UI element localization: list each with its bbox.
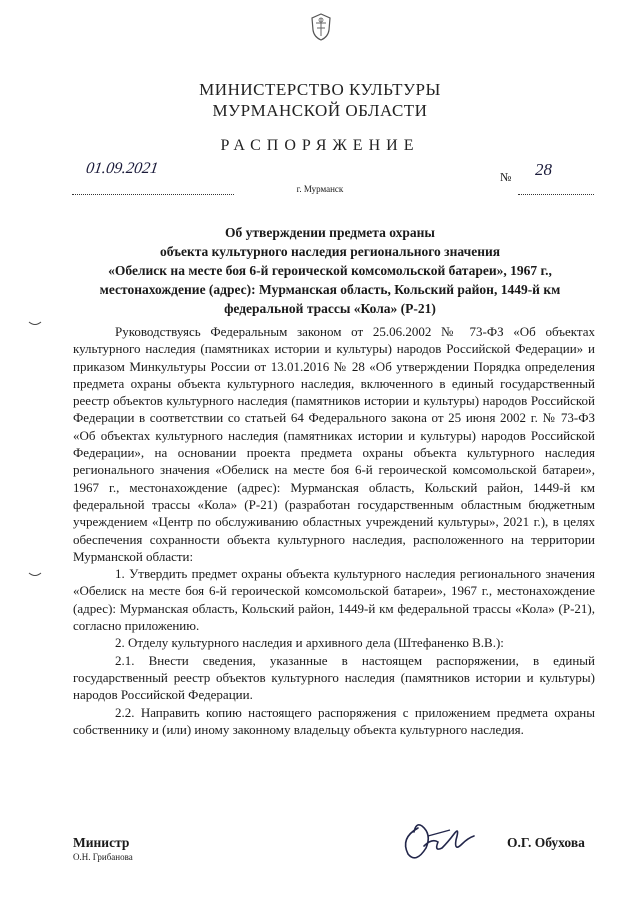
ministry-name-line1: МИНИСТЕРСТВО КУЛЬТУРЫ (199, 80, 441, 99)
document-number: 28 (535, 160, 552, 179)
document-body (73, 323, 595, 738)
subject-line: местонахождение (адрес): Мурманская область, Кольский район, 1449-й км (99, 282, 561, 297)
body-paragraph: 2.2. Направить копию настоящего распоряжения с приложением предмета охраны собственнику и (или) иному законному владельцу объекта культурного наследия. (73, 704, 595, 737)
document-date: 01.09.2021 (84, 160, 160, 177)
body-paragraph: 2. Отделу культурного наследия и архивного дела (Штефаненко В.В.): (115, 635, 504, 651)
subject-line: «Обелиск на месте боя 6-й героической комсомольской батареи», 1967 г., (108, 263, 552, 278)
document-subject (70, 223, 590, 318)
subject-line: Об утверждении предмета охраны (225, 225, 435, 240)
subject-line: объекта культурного наследия регионального значения (159, 244, 501, 259)
number-label: № (500, 170, 512, 184)
ministry-name-line2: МУРМАНСКОЙ ОБЛАСТИ (212, 101, 428, 120)
margin-mark-icon (28, 320, 42, 328)
body-paragraph: 1. Утвердить предмет охраны объекта культурного наследия регионального значения «Обелиск на месте боя 6-й героической комсомольской батареи», 1967 г., местонахождение (адрес): Мурманская область, Кольский район, 1449-й км федеральной трассы «Кола» (Р-21), согласно приложению. (73, 566, 595, 634)
signatory-name: О.Г. Обухова (507, 835, 585, 850)
city: г. Мурманск (296, 184, 344, 194)
document-type: РАСПОРЯЖЕНИЕ (220, 137, 420, 154)
subject-line: федеральной трассы «Кола» (Р-21) (224, 301, 436, 316)
body-paragraph: 2.1. Внести сведения, указанные в настоящем распоряжении, в единый государственный реестр объектов культурного наследия (памятников истории и культуры) народов Российской Федерации. (73, 652, 595, 703)
handwritten-signature (388, 808, 478, 868)
margin-mark-icon (28, 571, 42, 579)
signatory-title: Министр (73, 835, 130, 850)
executor-name: О.Н. Грибанова (73, 852, 133, 862)
coat-of-arms-icon (308, 12, 334, 42)
body-paragraph: Руководствуясь Федеральным законом от 25.06.2002 № 73-ФЗ «Об объектах культурного наследия (памятниках истории и культуры) народов Российской Федерации» и приказом Минкультуры России от 13.01.2016 № 28 «Об утверждении Порядка определения предмета охраны объекта культурного наследия, включенного в единый государственный реестр объектов культурного наследия (памятников истории и культуры) народов Российской Федерации в соответствии со статьей 64 Федерального закона от 25 июня 2002 г. № 73-ФЗ «Об объектах культурного наследия (памятниках истории и культуры) народов Российской Федерации», на основании проекта предмета охраны объекта культурного наследия регионального значения «Обелиск на месте боя 6-й героической комсомольской батареи», 1967 г., местонахождение (адрес): Мурманская область, Кольский район, 1449-й км федеральной трассы «Кола» (Р-21) (разработан государственным областным бюджетным учреждением «Центр по обслуживанию областных учреждений культуры», 2021 г.), в целях обеспечения сохранности объекта культурного наследия, расположенного на территории Мурманской области: (73, 324, 595, 564)
